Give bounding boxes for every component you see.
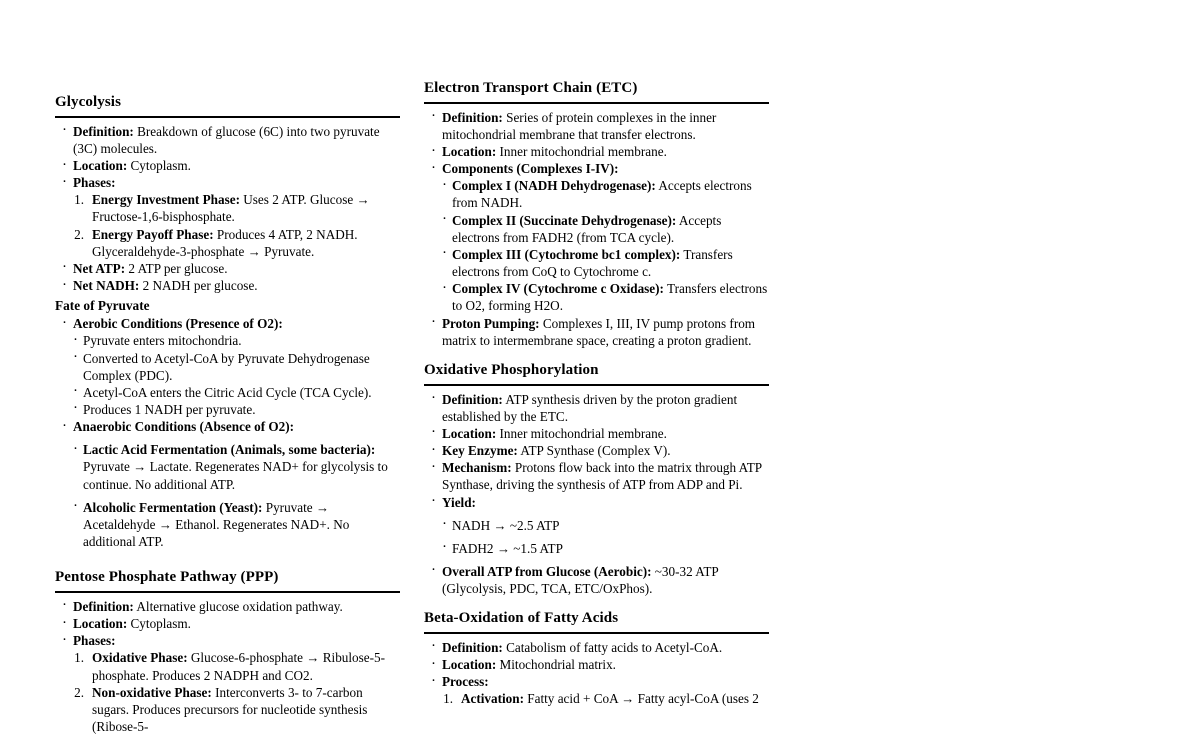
subheading-fate-of-pyruvate: Fate of Pyruvate: [55, 298, 150, 314]
item-text: Fatty acid + CoA → Fatty acyl-CoA (uses 2: [524, 691, 759, 707]
item-label: Net NADH:: [73, 278, 140, 294]
item-number: 2.: [74, 226, 84, 242]
list-item: [431, 425, 769, 442]
etc-proton-pumping-list: [424, 315, 769, 349]
item-text: Pyruvate enters mitochondria.: [83, 333, 242, 349]
item-text: Catabolism of fatty acids to Acetyl-CoA.: [502, 639, 723, 655]
item-label: Phases:: [73, 175, 116, 191]
item-text: ~30-32 ATP (Glycolysis, PDC, TCA, ETC/OxPhos).: [442, 563, 719, 597]
glycolysis-list: [55, 123, 400, 192]
item-label: Definition:: [442, 639, 503, 655]
item-text: Transfers electrons from CoQ to Cytochrome c.: [452, 246, 733, 280]
list-item: [62, 598, 400, 615]
list-item: [431, 459, 769, 493]
section-oxidative-phosphorylation: [424, 362, 769, 597]
list-item: [431, 315, 769, 349]
item-text: Inner mitochondrial membrane.: [496, 425, 667, 441]
list-item: [431, 109, 769, 143]
list-item: [431, 673, 769, 690]
list-item: [62, 277, 400, 294]
section-beta-oxidation: [424, 610, 769, 707]
item-label: Complex IV (Cytochrome c Oxidase):: [452, 281, 664, 297]
item-text: Protons flow back into the matrix through ATP Synthase, driving the synthesis of ATP from ADP and Pi.: [442, 460, 762, 493]
list-item: [62, 260, 400, 277]
list-item: [442, 280, 769, 314]
list-item: [431, 442, 769, 459]
list-item: [442, 246, 769, 280]
item-label: Energy Investment Phase:: [92, 192, 240, 208]
etc-complexes-sublist: [424, 177, 769, 314]
section-electron-transport-chain: [424, 80, 769, 349]
section-pentose-phosphate-pathway: [55, 569, 400, 735]
heading-beta-oxidation: Beta-Oxidation of Fatty Acids: [424, 610, 619, 627]
item-text: Complexes I, III, IV pump protons from matrix to intermembrane space, creating a proton gradient.: [442, 315, 756, 348]
item-text: Acetyl-CoA enters the Citric Acid Cycle (TCA Cycle).: [83, 384, 372, 400]
item-label: Complex I (NADH Dehydrogenase):: [452, 178, 656, 194]
item-text: Pyruvate → Acetaldehyde → Ethanol. Regenerates NAD+. No additional ATP.: [83, 499, 350, 550]
item-text: Transfers electrons to O2, forming H2O.: [452, 281, 768, 314]
item-label: Key Enzyme:: [442, 443, 518, 459]
item-label: Anaerobic Conditions (Absence of O2):: [73, 419, 295, 435]
ppp-phases: [55, 649, 400, 735]
anaerobic-list: [55, 418, 400, 435]
heading-pentose-phosphate-pathway: Pentose Phosphate Pathway (PPP): [55, 569, 279, 586]
list-item: [431, 143, 769, 160]
glycolysis-phases: [55, 191, 400, 260]
heading-glycolysis: Glycolysis: [55, 94, 122, 110]
item-text: Alternative glucose oxidation pathway.: [133, 598, 343, 614]
item-label: Aerobic Conditions (Presence of O2):: [73, 316, 283, 332]
list-item: [442, 177, 769, 211]
item-number: 1.: [74, 650, 84, 666]
item-label: Yield:: [442, 494, 476, 510]
item-text: NADH → ~2.5 ATP: [452, 517, 560, 533]
list-item: [73, 499, 400, 550]
item-label: Components (Complexes I-IV):: [442, 161, 619, 177]
heading-oxidative-phosphorylation: Oxidative Phosphorylation: [424, 361, 599, 378]
item-text: Cytoplasm.: [127, 616, 191, 632]
item-text: Produces 4 ATP, 2 NADH. Glyceraldehyde-3-phosphate → Pyruvate.: [92, 226, 358, 259]
item-label: Complex II (Succinate Dehydrogenase):: [452, 212, 677, 228]
section-glycolysis: [55, 94, 400, 294]
item-label: Mechanism:: [442, 460, 512, 476]
list-item: [442, 212, 769, 246]
heading-electron-transport-chain: Electron Transport Chain (ETC): [424, 80, 638, 96]
item-text: Series of protein complexes in the inner mitochondrial membrane that transfer electrons.: [442, 109, 717, 142]
list-item: [431, 639, 769, 656]
item-label: Definition:: [442, 391, 503, 407]
item-label: Activation:: [461, 691, 524, 707]
list-item: [62, 123, 400, 157]
aerobic-sublist: [55, 332, 400, 418]
heading-rule: [55, 591, 400, 593]
section-spacer: [424, 349, 769, 362]
item-text: Mitochondrial matrix.: [496, 657, 616, 673]
list-item: [431, 391, 769, 425]
list-item: [62, 615, 400, 632]
item-label: Location:: [73, 616, 128, 632]
item-text: Glucose-6-phosphate → Ribulose-5-phosphate. Produces 2 NADPH and CO2.: [92, 650, 386, 683]
heading-rule: [424, 384, 769, 386]
item-label: Lactic Acid Fermentation (Animals, some bacteria):: [83, 442, 376, 458]
item-text: Produces 1 NADH per pyruvate.: [83, 401, 256, 417]
item-label: Location:: [442, 425, 497, 441]
item-text: Accepts electrons from NADH.: [452, 178, 752, 211]
item-text: Cytoplasm.: [127, 158, 191, 173]
item-label: Proton Pumping:: [442, 315, 540, 331]
list-item: [62, 315, 400, 332]
list-item: [431, 494, 769, 511]
item-number: 1.: [443, 691, 453, 707]
item-text: ATP Synthase (Complex V).: [517, 443, 671, 459]
list-item: [62, 632, 400, 649]
section-fate-of-pyruvate: [55, 298, 400, 550]
list-item: [73, 384, 400, 401]
list-item: [62, 157, 400, 174]
oxphos-overall-list: [424, 563, 769, 597]
item-label: Oxidative Phase:: [92, 650, 188, 666]
left-column: [55, 94, 400, 735]
item-text: 2 NADH per glucose.: [139, 278, 258, 294]
item-label: Complex III (Cytochrome bc1 complex):: [452, 246, 681, 262]
list-item: [67, 684, 400, 735]
item-label: Location:: [442, 657, 497, 673]
list-item: [67, 649, 400, 683]
heading-rule: [424, 102, 769, 104]
heading-rule: [55, 116, 400, 118]
item-text: 2 ATP per glucose.: [125, 260, 228, 276]
item-text: ATP synthesis driven by the proton gradient established by the ETC.: [442, 391, 738, 424]
item-label: Overall ATP from Glucose (Aerobic):: [442, 563, 652, 579]
item-label: Non-oxidative Phase:: [92, 684, 212, 700]
beta-oxidation-list: [424, 639, 769, 690]
list-item: [73, 332, 400, 349]
section-spacer: [55, 556, 400, 569]
item-label: Alcoholic Fermentation (Yeast):: [83, 499, 263, 515]
oxphos-list: [424, 391, 769, 511]
list-item: [442, 540, 769, 557]
item-text: Breakdown of glucose (6C) into two pyruvate (3C) molecules.: [73, 123, 380, 156]
item-number: 2.: [74, 684, 84, 700]
item-label: Phases:: [73, 633, 116, 649]
item-text: Interconverts 3- to 7-carbon sugars. Produces precursors for nucleotide synthesis (Ribose-5-: [92, 684, 368, 735]
fate-list: [55, 315, 400, 332]
item-label: Definition:: [73, 123, 134, 139]
list-item: [436, 690, 769, 707]
right-column: [424, 80, 769, 706]
list-item: [73, 441, 400, 492]
item-text: Converted to Acetyl-CoA by Pyruvate Dehydrogenase Complex (PDC).: [83, 350, 370, 383]
item-label: Definition:: [73, 598, 134, 614]
item-label: Process:: [442, 674, 489, 690]
item-label: Net ATP:: [73, 260, 126, 276]
oxphos-yield-sublist: [424, 517, 769, 557]
item-text: Accepts electrons from FADH2 (from TCA cycle).: [452, 212, 722, 245]
item-number: 1.: [74, 192, 84, 208]
list-item: [431, 563, 769, 597]
list-item: [62, 174, 400, 191]
item-text: FADH2 → ~1.5 ATP: [452, 540, 563, 556]
anaerobic-sublist: [55, 441, 400, 550]
beta-oxidation-process: [424, 690, 769, 707]
item-label: Definition:: [442, 109, 503, 125]
item-text: Uses 2 ATP. Glucose → Fructose-1,6-bisphosphate.: [92, 192, 370, 225]
list-item: [67, 191, 400, 225]
list-item: [73, 350, 400, 384]
ppp-list: [55, 598, 400, 649]
etc-list: [424, 109, 769, 178]
item-label: Energy Payoff Phase:: [92, 226, 214, 242]
list-item: [62, 418, 400, 435]
list-item: [442, 517, 769, 534]
section-spacer: [424, 597, 769, 610]
glycolysis-yield-list: [55, 260, 400, 294]
list-item: [73, 401, 400, 418]
list-item: [431, 160, 769, 177]
list-item: [431, 656, 769, 673]
heading-rule: [424, 632, 769, 634]
list-item: [67, 226, 400, 260]
item-label: Location:: [73, 158, 128, 173]
item-text: Pyruvate → Lactate. Regenerates NAD+ for glycolysis to continue. No additional ATP.: [83, 459, 388, 492]
item-label: Location:: [442, 144, 497, 159]
item-text: Inner mitochondrial membrane.: [496, 144, 667, 159]
